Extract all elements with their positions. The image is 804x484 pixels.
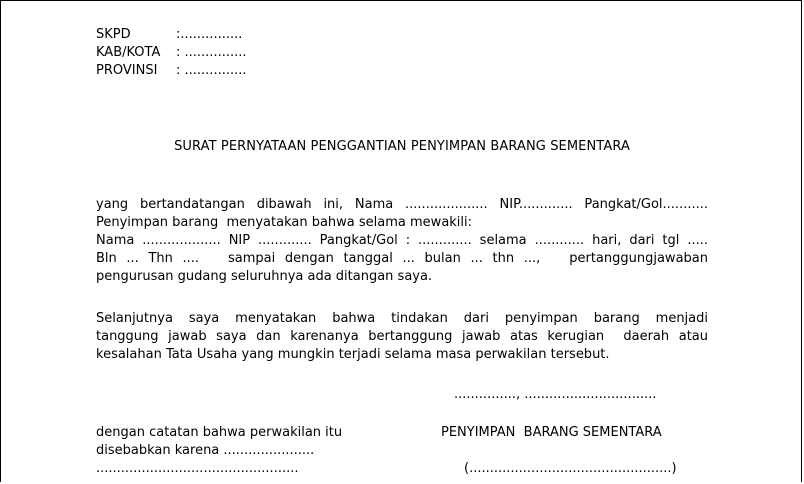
header-row-kabkota: [96, 44, 247, 62]
note-line: disebabkan karena ......................: [96, 443, 315, 458]
paragraph-line: Penyimpan barang menyatakan bahwa selama mewakili:: [96, 215, 473, 230]
paragraph-line: tanggung jawab saya dan karenanya bertanggung jawab atas kerugian daerah atau: [96, 329, 708, 344]
header-key: SKPD: [96, 27, 131, 42]
paragraph-line: Nama ................... NIP ............. Pangkat/Gol : ............. selama ............ hari, dari tgl .....: [96, 233, 708, 248]
header-key: PROVINSI: [96, 63, 158, 78]
header-value: :...............: [176, 27, 243, 42]
note-block: [96, 424, 342, 478]
header-block: [96, 26, 247, 80]
signature-name-placeholder: (.................................................): [464, 461, 677, 476]
paragraph-identity: [96, 196, 708, 286]
note-line: dengan catatan bahwa perwakilan itu: [96, 425, 343, 440]
document-title: SURAT PERNYATAAN PENGGANTIAN PENYIMPAN BARANG SEMENTARA: [174, 139, 630, 154]
header-row-skpd: [96, 26, 247, 44]
note-line: .................................................: [96, 461, 299, 476]
paragraph-line: yang bertandatangan dibawah ini, Nama .................... NIP............. Pangkat/Gol...........: [96, 197, 708, 212]
header-key: KAB/KOTA: [96, 45, 161, 60]
place-date-line: ..............., ................................: [454, 387, 657, 402]
paragraph-statement: [96, 310, 708, 364]
paragraph-line: pengurusan gudang seluruhnya ada ditangan saya.: [96, 269, 433, 284]
header-row-provinsi: [96, 62, 247, 80]
signature-block: [441, 424, 677, 478]
paragraph-line: Selanjutnya saya menyatakan bahwa tindakan dari penyimpan barang menjadi: [96, 311, 708, 326]
paragraph-line: Bln ... Thn .... sampai dengan tanggal ... bulan ... thn ..., pertanggungjawaban: [96, 251, 708, 266]
signature-role: PENYIMPAN BARANG SEMENTARA: [441, 425, 662, 440]
paragraph-line: kesalahan Tata Usaha yang mungkin terjadi selama masa perwakilan tersebut.: [96, 347, 610, 362]
header-value: : ...............: [176, 63, 247, 78]
header-value: : ...............: [176, 45, 247, 60]
